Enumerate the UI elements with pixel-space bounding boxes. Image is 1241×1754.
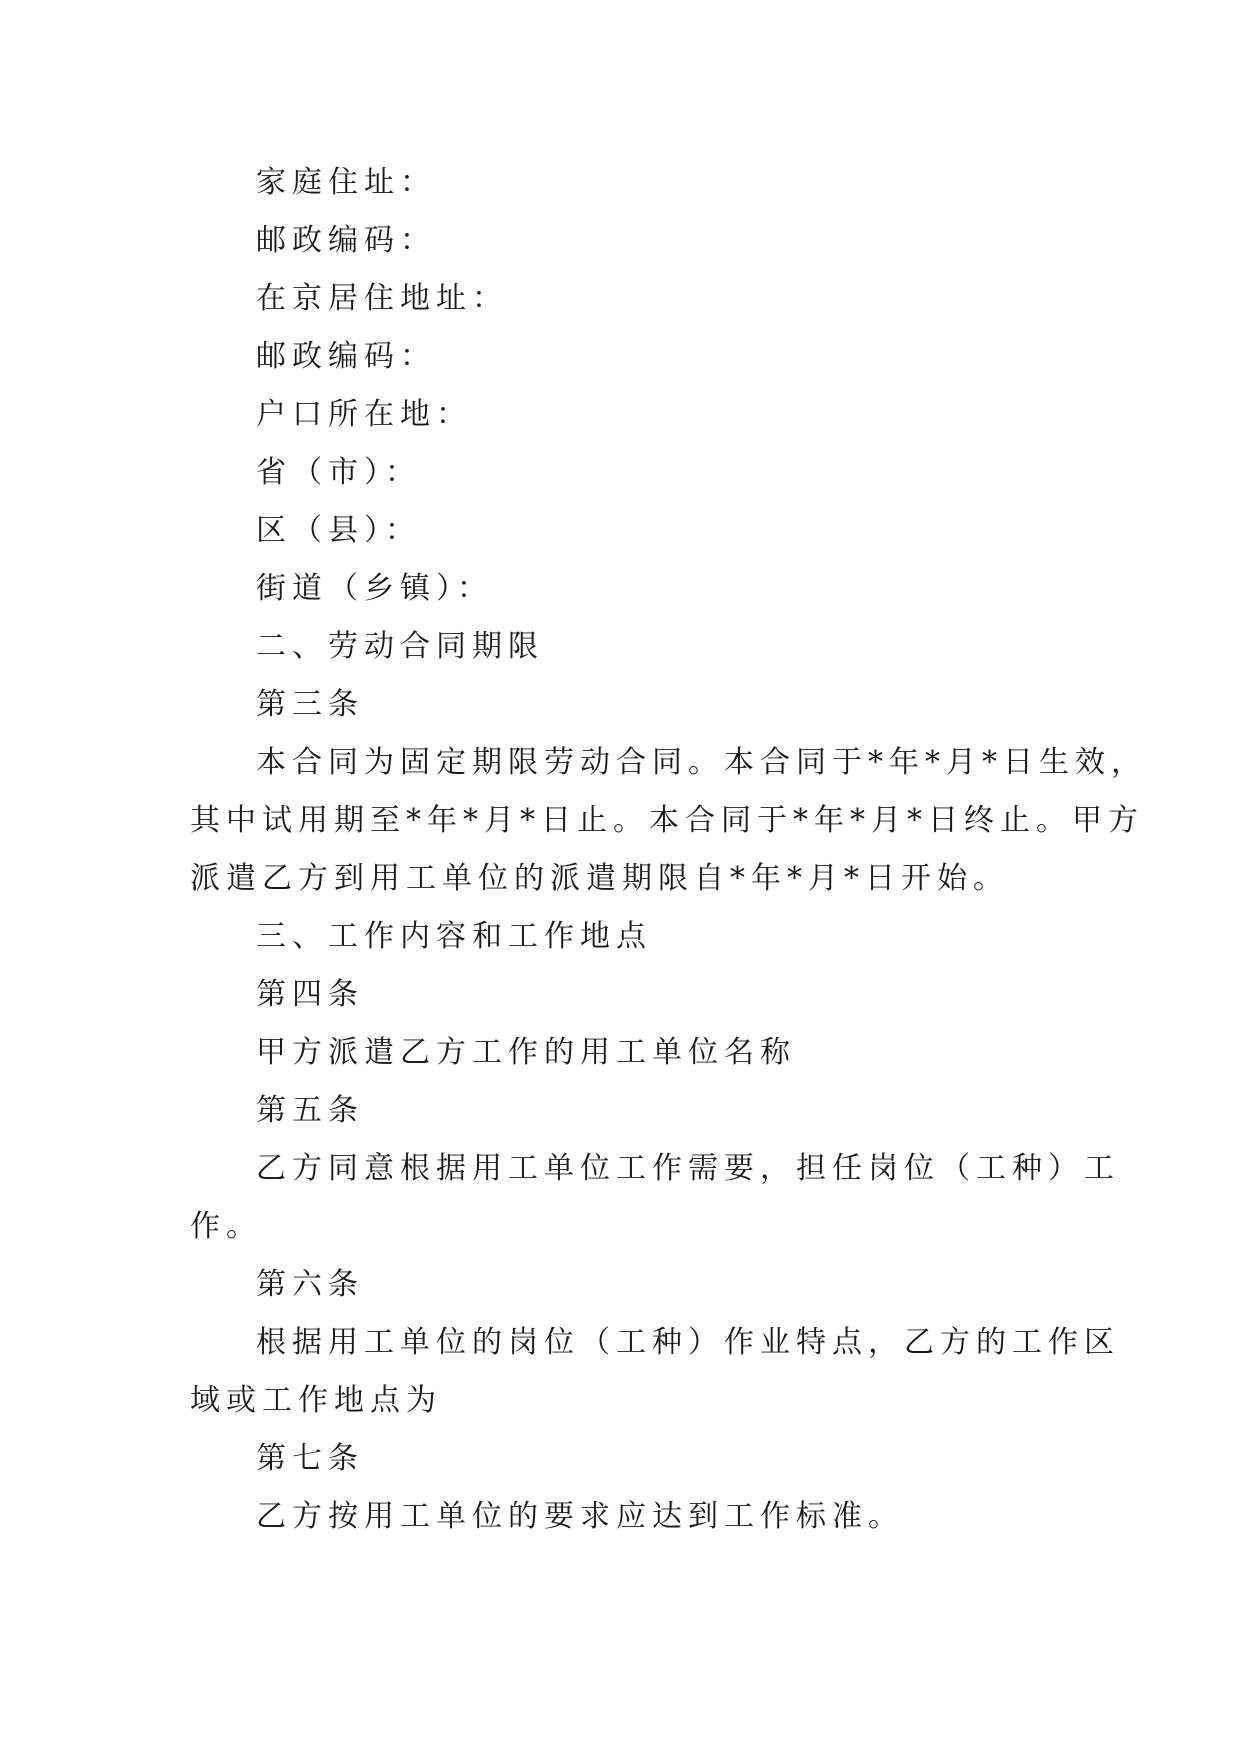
article-5-paragraph-line-2: 作。 [190, 1209, 262, 1244]
article-4-heading: 第四条 [256, 977, 364, 1012]
article-5-paragraph-line-1: 乙方同意根据用工单位工作需要，担任岗位（工种）工 [256, 1151, 1120, 1186]
document-body [190, 154, 1147, 1546]
article-5-heading: 第五条 [256, 1093, 364, 1128]
district-label: 区（县）： [256, 513, 421, 548]
article-6-paragraph-line-1: 根据用工单位的岗位（工种）作业特点，乙方的工作区 [256, 1325, 1120, 1360]
household-registration-label: 户口所在地： [256, 397, 472, 432]
home-address-label: 家庭住址： [256, 165, 436, 200]
beijing-address-label: 在京居住地址： [256, 281, 508, 316]
article-3-paragraph-line-3: 派遣乙方到用工单位的派遣期限自*年*月*日开始。 [190, 861, 1009, 896]
article-6-heading: 第六条 [256, 1267, 364, 1302]
article-3-heading: 第三条 [256, 687, 364, 722]
section-heading-work-content: 三、工作内容和工作地点 [256, 919, 652, 954]
article-3-paragraph-line-1: 本合同为固定期限劳动合同。本合同于*年*月*日生效， [256, 745, 1147, 780]
street-label: 街道（乡镇）： [256, 571, 493, 606]
article-7-paragraph: 乙方按用工单位的要求应达到工作标准。 [256, 1499, 904, 1534]
article-7-heading: 第七条 [256, 1441, 364, 1476]
article-3-paragraph-line-2: 其中试用期至*年*月*日止。本合同于*年*月*日终止。甲方 [190, 803, 1144, 838]
section-heading-contract-term: 二、劳动合同期限 [256, 629, 544, 664]
postal-code-label-2: 邮政编码： [256, 339, 436, 374]
province-label: 省（市）： [256, 455, 421, 490]
article-4-paragraph: 甲方派遣乙方工作的用工单位名称 [256, 1035, 796, 1070]
postal-code-label: 邮政编码： [256, 223, 436, 258]
article-6-paragraph-line-2: 域或工作地点为 [190, 1383, 442, 1418]
